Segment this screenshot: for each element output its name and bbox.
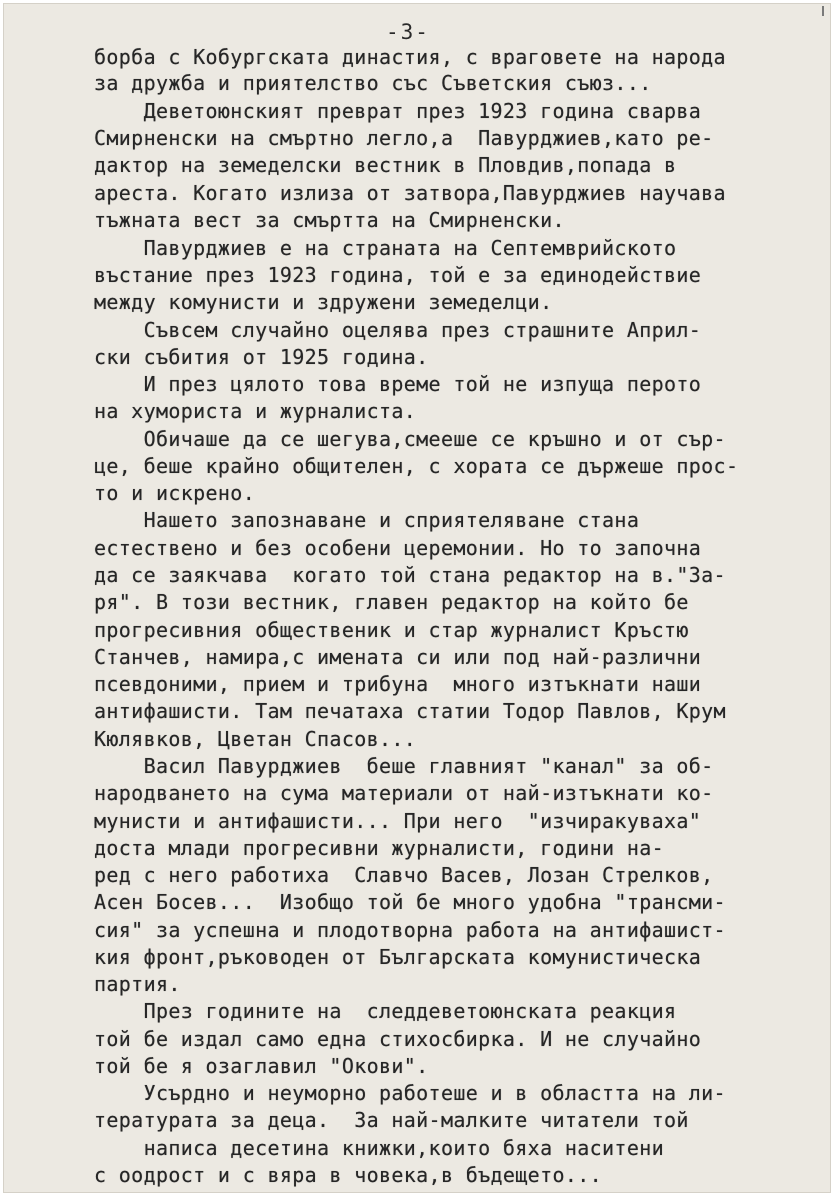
text-line: През годините на следдеветоюнската реакция [94, 999, 689, 1023]
text-line: партия. [94, 972, 181, 996]
text-line: дактор на земеделски вестник в Пловдив,попада в [94, 153, 677, 177]
page-number: -3- [386, 20, 430, 44]
text-line: Смирненски на смъртно легло,а Павурджиев,като ре- [94, 126, 714, 150]
text-line: Станчев, намира,с имената си или под най-различни [94, 645, 702, 669]
text-line: антифашисти. Там печатаха статии Тодор Павлов, Крум [94, 699, 726, 723]
text-line: той бе издал само една стихосбирка. И не случайно [94, 1027, 702, 1051]
text-line: да се заякчава когато той стана редактор на в."За- [94, 563, 726, 587]
text-line: Нашето запознаване и сприятеляване стана [94, 508, 652, 532]
text-line: написа десетина книжки,които бяха наситени [94, 1136, 664, 1160]
text-line: Усърдно и неуморно работеше и в областта на ли- [94, 1081, 726, 1105]
text-line: сия" за успешна и плодотворна работа на антифашист- [94, 918, 726, 942]
text-line: Деветоюнският преврат през 1923 година сварва [94, 99, 702, 123]
text-line: ски събития от 1925 година. [94, 345, 429, 369]
text-line: то и искрено. [94, 481, 256, 505]
text-line: мунисти и антифашисти... При него "изчиракуваха" [94, 809, 702, 833]
text-line: тературата за деца. За най-малките читатели той [94, 1108, 702, 1132]
text-line: борба с Кобургската династия, с враговете на народа [94, 45, 726, 69]
text-line: Кюлявков, Цветан Спасов... [94, 727, 417, 751]
body-text [4, 4, 830, 1192]
document-page [3, 3, 831, 1193]
text-line: Обичаше да се шегува,смееше се кръшно и от сър- [94, 427, 726, 451]
text-line: И през цялото това време той не изпуща перото [94, 372, 702, 396]
text-line: Павурджиев е на страната на Септемврийското [94, 236, 677, 260]
text-line: за дружба и приятелство със Съветския съюз... [94, 71, 652, 95]
text-line: въстание през 1923 година, той е за единодействие [94, 263, 702, 287]
text-line: Съвсем случайно оцелява през страшните Април- [94, 318, 702, 342]
text-line: псевдоними, прием и трибуна много изтъкнати наши [94, 672, 702, 696]
text-line: естествено и без особени церемонии. Но то започна [94, 536, 702, 560]
text-line: кия фронт,ръководен от Българската комунистическа [94, 945, 702, 969]
text-line: той бе я озаглавил "Окови". [94, 1054, 429, 1078]
text-line: ред с него работиха Славчо Васев, Лозан Стрелков, [94, 863, 714, 887]
text-line: Асен Босев... Изобщо той бе много удобна "трансми- [94, 890, 726, 914]
text-line: ря". В този вестник, главен редактор на който бе [94, 590, 689, 614]
text-line: на хумориста и журналиста. [94, 399, 417, 423]
text-line: доста млади прогресивни журналисти, години на- [94, 836, 664, 860]
text-line: тъжната вест за смъртта на Смирненски. [94, 208, 565, 232]
text-line: Васил Павурджиев беше главният "канал" за об- [94, 754, 714, 778]
text-line: с оодрост и с вяра в човека,в бъдещето... [94, 1163, 603, 1187]
text-line: прогресивния общественик и стар журналист Кръстю [94, 618, 689, 642]
text-line: це, беше крайно общителен, с хората се държеше прос- [94, 454, 739, 478]
text-line: ареста. Когато излиза от затвора,Павурджиев научава [94, 181, 726, 205]
text-line: народването на сума материали от най-изтъкнати ко- [94, 781, 714, 805]
text-line: между комунисти и здружени земеделци. [94, 290, 553, 314]
